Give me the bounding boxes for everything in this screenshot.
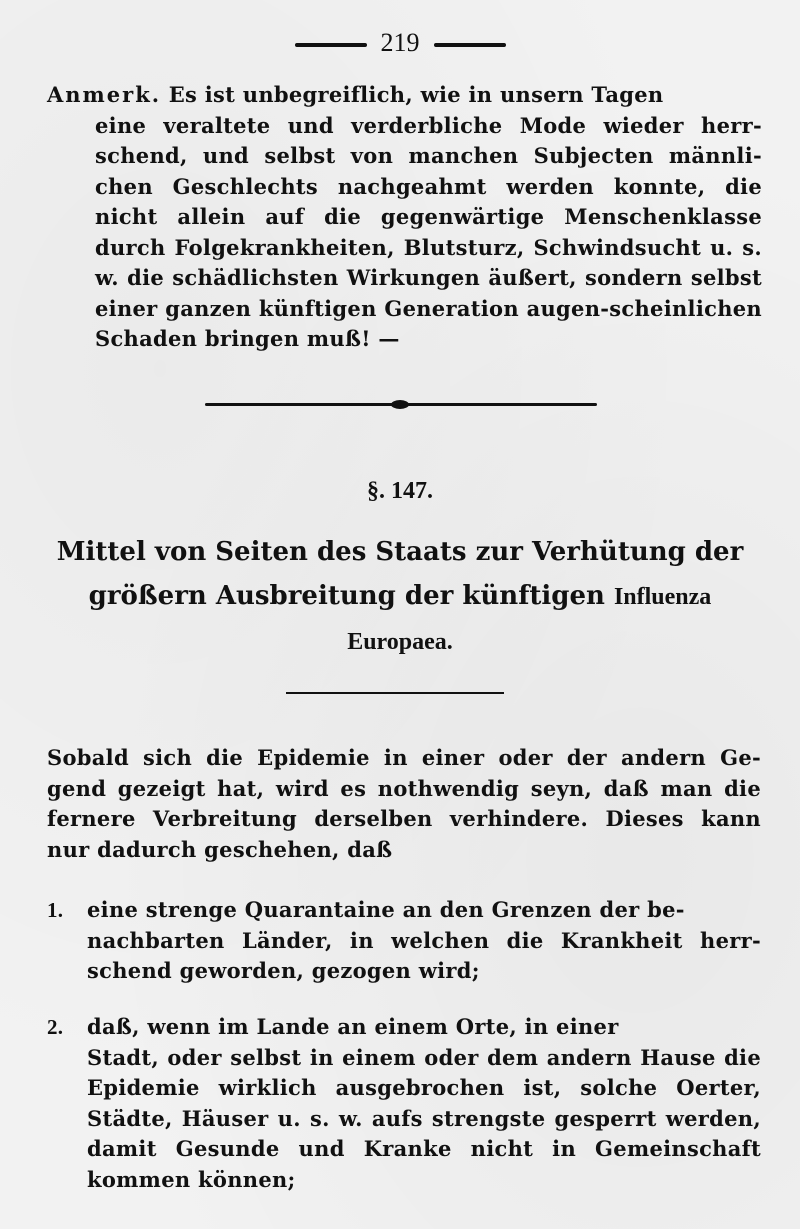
- list-item-first-line: eine strenge Quarantaine an den Grenzen der be-: [87, 897, 685, 922]
- header-rule-right: [434, 43, 506, 47]
- section-title-latin: Influenza Europaea.: [347, 584, 712, 655]
- header-rule-left: [295, 43, 367, 47]
- title-divider: [286, 692, 504, 694]
- list-item-number: 1.: [47, 898, 64, 922]
- remark-label: Anmerk.: [47, 82, 162, 107]
- footnote-remark: [47, 80, 762, 355]
- list-item-continuation: nachbarten Länder, in welchen die Krankheit herr-schend geworden, gezogen wird;: [87, 927, 761, 983]
- page-number: 219: [380, 28, 420, 57]
- remark-first-line: Es ist unbegreiflich, wie in unsern Tagen: [168, 82, 664, 107]
- section-number: §. 147.: [367, 478, 433, 504]
- section-title-main: Mittel von Seiten des Staats zur Verhütung der größern Ausbreitung der künftigen: [56, 537, 744, 611]
- remark-continuation: eine veraltete und verderbliche Mode wieder herr-schend, und selbst von manchen Subjecten männli-chen Geschlechts nachgeahmt werden konnte, die nicht allein auf die gegenwärtige Menschenklasse durch Folgekrankheiten, Blutsturz, Schwindsucht u. s. w. die schädlichsten Wirkungen äußert, sondern selbst einer ganzen künftigen Generation augen-scheinlichen Schaden bringen muß! —: [95, 112, 762, 351]
- list-item: [47, 895, 761, 987]
- list-item: [47, 1012, 761, 1195]
- section-divider-ornament: [205, 403, 597, 406]
- list-item-first-line: daß, wenn im Lande an einem Orte, in einer: [87, 1014, 619, 1039]
- list-item-number: 2.: [47, 1015, 64, 1039]
- list-item-continuation: Stadt, oder selbst in einem oder dem andern Hause die Epidemie wirklich ausgebrochen ist, solche Oerter, Städte, Häuser u. s. w. aufs strengste gesperrt werden, damit Gesunde und Kranke nicht in Gemeinschaft kommen können;: [87, 1044, 761, 1192]
- page-header: [0, 28, 800, 58]
- section-title: [36, 530, 764, 664]
- body-paragraph: Sobald sich die Epidemie in einer oder der andern Ge-gend gezeigt hat, wird es nothwendig seyn, daß man die fernere Verbreitung derselben verhindere. Dieses kann nur dadurch geschehen, daß: [47, 745, 761, 862]
